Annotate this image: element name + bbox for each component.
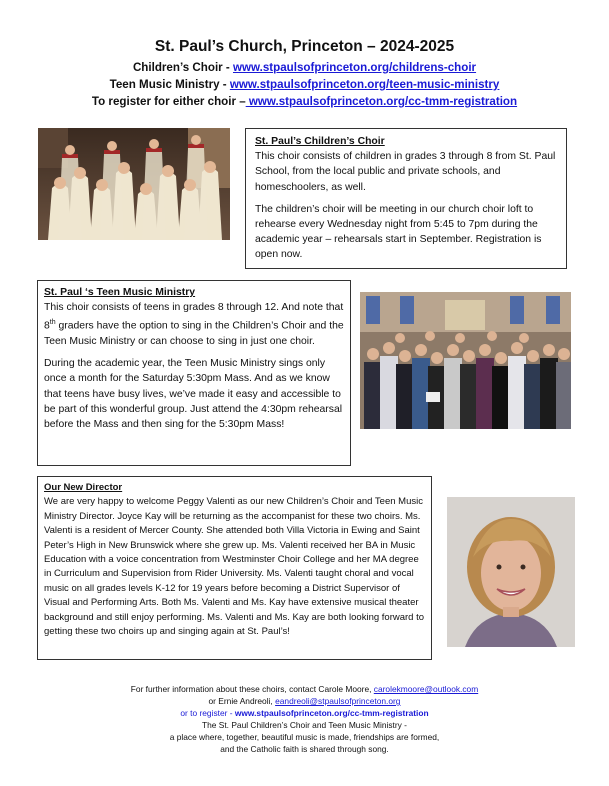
teen-ministry-title: St. Paul ‘s Teen Music Ministry (44, 287, 196, 298)
teen-p1-superscript: th (49, 319, 56, 327)
carole-moore-email-link[interactable]: carolekmoore@outlook.com (373, 684, 479, 694)
footer-tagline-1: The St. Paul Children’s Choir and Teen Music Ministry - (202, 720, 407, 730)
teen-ministry-paragraph-2: During the academic year, the Teen Music Ministry sings only once a month for the Saturday 5:30pm Mass. And as we know that teens have busy lives, we’ve made it easy and accessible to be part of this wonderful group. Just attend the 4:30pm rehearsal before the Mass and then sing for the 5:30pm Mass! (44, 358, 343, 431)
childrens-choir-box (245, 128, 567, 269)
teen-ministry-paragraph-1 (44, 300, 344, 349)
childrens-choir-header-line (0, 61, 609, 74)
childrens-choir-paragraph-2: The children’s choir will be meeting in our church choir loft to rehearse every Wednesday night from 5:45 to 7pm during the academic year – rehearsals start in September. Registration is open now. (255, 203, 542, 261)
footer-contact-line-1 (0, 683, 609, 695)
teen-p1-part-b: graders have the option to sing in the Children’s Choir and the Teen Music Ministry or can choose to sing in just one choir. (44, 320, 344, 348)
childrens-choir-label: Children’s Choir - (132, 61, 233, 74)
teen-ministry-link[interactable]: www.stpaulsofprinceton.org/teen-music-ministry (229, 78, 500, 91)
childrens-choir-paragraph-1: This choir consists of children in grades 3 through 8 from St. Paul School, from the local public and private schools, and homeschoolers, as well. (255, 151, 556, 193)
footer-line2-text: or Ernie Andreoli, (208, 696, 276, 706)
register-header-line (0, 95, 609, 108)
teen-ministry-label: Teen Music Ministry - (109, 78, 230, 91)
footer-register-line (0, 707, 609, 719)
register-label: To register for either choir – (91, 95, 246, 108)
page-title: St. Paul’s Church, Princeton – 2024-2025 (154, 38, 455, 55)
footer-register-link[interactable]: www.stpaulsofprinceton.org/cc-tmm-registration (234, 708, 429, 718)
register-link[interactable]: www.stpaulsofprinceton.org/cc-tmm-registration (245, 95, 518, 108)
childrens-choir-link[interactable]: www.stpaulsofprinceton.org/childrens-choir (233, 61, 477, 74)
footer-contact-line-2 (0, 695, 609, 707)
director-box (37, 476, 432, 660)
teen-ministry-box (37, 280, 351, 466)
childrens-choir-photo (38, 128, 230, 240)
teen-p1-part-a: This choir consists of teens in grades 8 through 12. And note that 8 (44, 302, 344, 332)
director-body: We are very happy to welcome Peggy Valenti as our new Children’s Choir and Teen Music Ministry Director. Joyce Kay will be returning as the accompanist for these two choirs. Ms. Valenti is a resident of Mercer County. She attended both Villa Victoria in Ewing and Saint Peter’s High in New Brunswick where she grew up. Ms. Valenti received her BA in Music Education with a voice concentration from Westminster Choir College and her MA degree in Curriculum and Supervision from Rider University. Ms. Valenti taught choral and vocal music on all grades levels K-12 for 19 years before becoming a District Supervisor of Visual and Performing Arts. Both Ms. Valenti and Ms. Kay have extensive musical theater background and still enjoy performing. Ms. Valenti and Ms. Kay are both looking forward to getting these two choirs up and singing again at St. Paul’s! (44, 496, 425, 638)
director-photo (447, 497, 575, 647)
childrens-choir-title: St. Paul’s Children’s Choir (255, 136, 385, 147)
footer-line3-text: or to register - (180, 708, 235, 718)
footer-line1-text: For further information about these choirs, contact Carole Moore, (130, 684, 374, 694)
teen-ministry-photo (360, 292, 571, 429)
ernie-andreoli-email-link[interactable]: eandreoli@stpaulsofprinceton.org (275, 696, 401, 706)
director-title: Our New Director (44, 482, 123, 493)
footer-tagline-2: a place where, together, beautiful music is made, friendships are formed, (169, 732, 440, 742)
footer-tagline-3: and the Catholic faith is shared through song. (220, 744, 389, 754)
teen-ministry-header-line (0, 78, 609, 91)
